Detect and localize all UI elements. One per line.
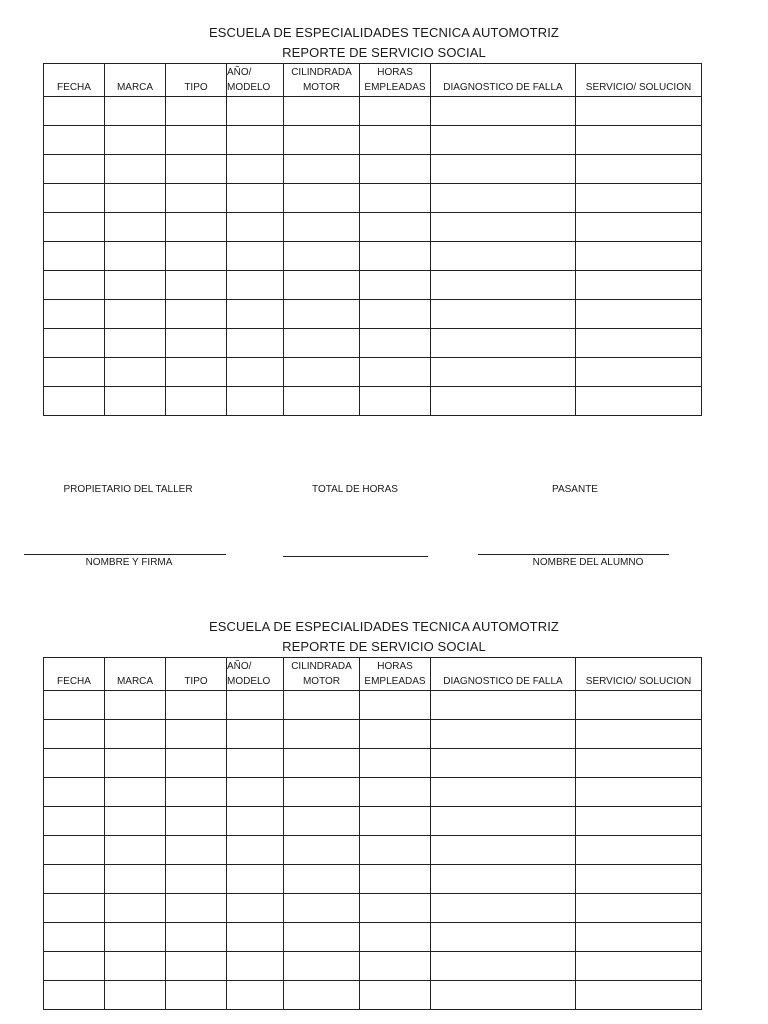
form-1-table [43, 63, 702, 416]
table-cell[interactable] [105, 271, 166, 300]
table-cell[interactable] [44, 894, 105, 923]
table-row [44, 184, 702, 213]
table-cell[interactable] [105, 358, 166, 387]
table-cell[interactable] [166, 97, 227, 126]
table-cell[interactable] [284, 242, 360, 271]
table-cell[interactable] [166, 329, 227, 358]
table-cell[interactable] [44, 387, 105, 416]
table-cell[interactable] [431, 329, 576, 358]
table-cell[interactable] [166, 923, 227, 952]
table-cell[interactable] [44, 923, 105, 952]
table-cell[interactable] [227, 126, 284, 155]
table-cell[interactable] [360, 778, 431, 807]
table-cell[interactable] [166, 184, 227, 213]
table-cell[interactable] [284, 155, 360, 184]
table-cell[interactable] [576, 271, 702, 300]
table-row [44, 691, 702, 720]
table-cell[interactable] [360, 749, 431, 778]
form-1-title: ESCUELA DE ESPECIALIDADES TECNICA AUTOMOTRIZ [209, 25, 559, 40]
table-cell[interactable] [360, 155, 431, 184]
table-cell[interactable] [284, 981, 360, 1010]
table-cell[interactable] [576, 242, 702, 271]
col-marca-header: MARCA [105, 64, 166, 97]
table-cell[interactable] [166, 749, 227, 778]
table-cell[interactable] [431, 691, 576, 720]
col-horas-empleadas-header: HORAS EMPLEADAS [360, 64, 431, 97]
table-cell[interactable] [227, 358, 284, 387]
table-cell[interactable] [227, 300, 284, 329]
table-cell[interactable] [576, 807, 702, 836]
table-cell[interactable] [360, 358, 431, 387]
table-row [44, 213, 702, 242]
table-cell[interactable] [227, 923, 284, 952]
table-cell[interactable] [166, 300, 227, 329]
table-cell[interactable] [105, 155, 166, 184]
table-cell[interactable] [284, 836, 360, 865]
col-diagnostico-header: DIAGNOSTICO DE FALLA [431, 658, 576, 691]
table-cell[interactable] [44, 358, 105, 387]
table-cell[interactable] [284, 271, 360, 300]
table-cell[interactable] [166, 981, 227, 1010]
table-cell[interactable] [431, 97, 576, 126]
table-cell[interactable] [431, 894, 576, 923]
table-cell[interactable] [44, 184, 105, 213]
table-cell[interactable] [284, 97, 360, 126]
table-cell[interactable] [44, 981, 105, 1010]
table-cell[interactable] [576, 213, 702, 242]
table-cell[interactable] [105, 242, 166, 271]
table-cell[interactable] [44, 271, 105, 300]
intern-signature-line[interactable] [478, 554, 669, 555]
table-cell[interactable] [227, 184, 284, 213]
owner-label: PROPIETARIO DEL TALLER [63, 484, 193, 495]
table-header-row [44, 64, 702, 97]
table-cell[interactable] [166, 126, 227, 155]
table-cell[interactable] [166, 242, 227, 271]
table-cell[interactable] [227, 155, 284, 184]
table-cell[interactable] [105, 749, 166, 778]
total-hours-line[interactable] [283, 556, 428, 557]
table-cell[interactable] [105, 691, 166, 720]
table-cell[interactable] [576, 865, 702, 894]
table-cell[interactable] [227, 952, 284, 981]
table-cell[interactable] [576, 952, 702, 981]
table-cell[interactable] [284, 778, 360, 807]
col-fecha-header: FECHA [44, 64, 105, 97]
table-row [44, 923, 702, 952]
table-row [44, 952, 702, 981]
table-cell[interactable] [227, 749, 284, 778]
table-row [44, 778, 702, 807]
table-cell[interactable] [166, 836, 227, 865]
table-cell[interactable] [105, 97, 166, 126]
table-cell[interactable] [227, 981, 284, 1010]
table-cell[interactable] [360, 720, 431, 749]
table-cell[interactable] [284, 329, 360, 358]
table-cell[interactable] [360, 952, 431, 981]
table-cell[interactable] [166, 865, 227, 894]
table-cell[interactable] [284, 749, 360, 778]
table-row [44, 358, 702, 387]
table-cell[interactable] [105, 720, 166, 749]
table-cell[interactable] [44, 97, 105, 126]
table-cell[interactable] [227, 329, 284, 358]
table-cell[interactable] [105, 923, 166, 952]
table-cell[interactable] [431, 242, 576, 271]
table-cell[interactable] [284, 865, 360, 894]
col-anio-modelo-header: AÑO/ MODELO [227, 64, 284, 97]
form-2-table [43, 657, 702, 1010]
table-cell[interactable] [44, 242, 105, 271]
table-cell[interactable] [166, 358, 227, 387]
table-cell[interactable] [284, 213, 360, 242]
table-cell[interactable] [105, 329, 166, 358]
table-cell[interactable] [284, 126, 360, 155]
table-cell[interactable] [227, 213, 284, 242]
table-cell[interactable] [227, 836, 284, 865]
table-cell[interactable] [44, 126, 105, 155]
table-cell[interactable] [227, 894, 284, 923]
table-cell[interactable] [227, 865, 284, 894]
table-cell[interactable] [166, 720, 227, 749]
table-cell[interactable] [431, 126, 576, 155]
table-cell[interactable] [166, 691, 227, 720]
table-cell[interactable] [44, 807, 105, 836]
table-cell[interactable] [166, 213, 227, 242]
table-cell[interactable] [431, 387, 576, 416]
table-cell[interactable] [576, 358, 702, 387]
table-cell[interactable] [360, 691, 431, 720]
total-hours-label: TOTAL DE HORAS [312, 484, 398, 495]
table-cell[interactable] [431, 836, 576, 865]
table-cell[interactable] [44, 952, 105, 981]
table-cell[interactable] [360, 807, 431, 836]
col-anio-modelo-header: AÑO/ MODELO [227, 658, 284, 691]
col-tipo-header: TIPO [166, 64, 227, 97]
table-cell[interactable] [227, 807, 284, 836]
table-cell[interactable] [44, 865, 105, 894]
table-cell[interactable] [576, 155, 702, 184]
table-cell[interactable] [576, 981, 702, 1010]
table-cell[interactable] [105, 126, 166, 155]
table-cell[interactable] [105, 952, 166, 981]
table-header-row [44, 658, 702, 691]
table-cell[interactable] [360, 865, 431, 894]
table-cell[interactable] [576, 300, 702, 329]
table-cell[interactable] [105, 981, 166, 1010]
table-cell[interactable] [360, 213, 431, 242]
col-cilindrada-motor-header: CILINDRADA MOTOR [284, 658, 360, 691]
col-diagnostico-header: DIAGNOSTICO DE FALLA [431, 64, 576, 97]
table-row [44, 155, 702, 184]
table-cell[interactable] [431, 952, 576, 981]
table-cell[interactable] [431, 300, 576, 329]
table-cell[interactable] [105, 778, 166, 807]
table-cell[interactable] [44, 155, 105, 184]
table-cell[interactable] [360, 981, 431, 1010]
table-row [44, 894, 702, 923]
intern-label: PASANTE [552, 484, 598, 495]
table-cell[interactable] [44, 213, 105, 242]
table-cell[interactable] [431, 923, 576, 952]
table-cell[interactable] [576, 778, 702, 807]
table-cell[interactable] [431, 749, 576, 778]
table-row [44, 97, 702, 126]
table-cell[interactable] [284, 691, 360, 720]
table-cell[interactable] [576, 691, 702, 720]
table-cell[interactable] [44, 836, 105, 865]
form-1-subtitle: REPORTE DE SERVICIO SOCIAL [282, 45, 486, 60]
table-cell[interactable] [166, 155, 227, 184]
col-horas-empleadas-header: HORAS EMPLEADAS [360, 658, 431, 691]
table-row [44, 807, 702, 836]
table-cell[interactable] [360, 126, 431, 155]
table-cell[interactable] [360, 923, 431, 952]
table-cell[interactable] [360, 387, 431, 416]
form-2-title: ESCUELA DE ESPECIALIDADES TECNICA AUTOMOTRIZ [209, 619, 559, 634]
table-cell[interactable] [227, 271, 284, 300]
form-2-body [44, 691, 702, 1010]
table-cell[interactable] [576, 923, 702, 952]
table-cell[interactable] [227, 778, 284, 807]
table-cell[interactable] [44, 720, 105, 749]
table-cell[interactable] [576, 126, 702, 155]
table-cell[interactable] [576, 387, 702, 416]
table-cell[interactable] [360, 184, 431, 213]
table-cell[interactable] [360, 836, 431, 865]
table-cell[interactable] [284, 720, 360, 749]
table-cell[interactable] [576, 329, 702, 358]
table-cell[interactable] [44, 300, 105, 329]
table-cell[interactable] [360, 97, 431, 126]
table-row [44, 865, 702, 894]
table-cell[interactable] [576, 836, 702, 865]
table-cell[interactable] [284, 807, 360, 836]
table-row [44, 981, 702, 1010]
table-cell[interactable] [105, 894, 166, 923]
table-cell[interactable] [431, 720, 576, 749]
table-cell[interactable] [431, 184, 576, 213]
table-row [44, 126, 702, 155]
table-cell[interactable] [44, 329, 105, 358]
table-row [44, 836, 702, 865]
table-row [44, 387, 702, 416]
table-cell[interactable] [44, 749, 105, 778]
table-cell[interactable] [105, 387, 166, 416]
table-row [44, 720, 702, 749]
table-cell[interactable] [284, 923, 360, 952]
table-cell[interactable] [431, 981, 576, 1010]
table-cell[interactable] [431, 807, 576, 836]
table-cell[interactable] [105, 184, 166, 213]
table-cell[interactable] [166, 778, 227, 807]
table-cell[interactable] [360, 300, 431, 329]
table-cell[interactable] [431, 358, 576, 387]
table-cell[interactable] [105, 865, 166, 894]
table-cell[interactable] [284, 952, 360, 981]
table-cell[interactable] [431, 155, 576, 184]
owner-signature-line[interactable] [24, 554, 226, 555]
table-row [44, 329, 702, 358]
table-cell[interactable] [166, 271, 227, 300]
col-tipo-header: TIPO [166, 658, 227, 691]
table-cell[interactable] [576, 184, 702, 213]
table-cell[interactable] [431, 271, 576, 300]
table-cell[interactable] [284, 894, 360, 923]
table-cell[interactable] [105, 807, 166, 836]
table-cell[interactable] [284, 387, 360, 416]
table-cell[interactable] [576, 749, 702, 778]
table-cell[interactable] [105, 213, 166, 242]
table-cell[interactable] [360, 271, 431, 300]
table-cell[interactable] [360, 894, 431, 923]
col-servicio-header: SERVICIO/ SOLUCION [576, 64, 702, 97]
table-cell[interactable] [431, 865, 576, 894]
table-cell[interactable] [284, 358, 360, 387]
table-cell[interactable] [227, 242, 284, 271]
table-cell[interactable] [166, 807, 227, 836]
table-cell[interactable] [227, 691, 284, 720]
col-cilindrada-motor-header: CILINDRADA MOTOR [284, 64, 360, 97]
table-cell[interactable] [284, 300, 360, 329]
table-cell[interactable] [431, 213, 576, 242]
table-row [44, 749, 702, 778]
table-cell[interactable] [166, 952, 227, 981]
table-row [44, 271, 702, 300]
table-cell[interactable] [576, 97, 702, 126]
table-cell[interactable] [227, 387, 284, 416]
table-cell[interactable] [166, 894, 227, 923]
table-cell[interactable] [227, 720, 284, 749]
table-cell[interactable] [284, 184, 360, 213]
table-row [44, 242, 702, 271]
col-fecha-header: FECHA [44, 658, 105, 691]
table-cell[interactable] [360, 242, 431, 271]
col-marca-header: MARCA [105, 658, 166, 691]
table-cell[interactable] [227, 97, 284, 126]
table-cell[interactable] [360, 329, 431, 358]
table-cell[interactable] [431, 778, 576, 807]
table-cell[interactable] [576, 894, 702, 923]
table-row [44, 300, 702, 329]
table-cell[interactable] [576, 720, 702, 749]
table-cell[interactable] [44, 691, 105, 720]
table-cell[interactable] [166, 387, 227, 416]
table-cell[interactable] [105, 300, 166, 329]
col-servicio-header: SERVICIO/ SOLUCION [576, 658, 702, 691]
form-2-subtitle: REPORTE DE SERVICIO SOCIAL [282, 639, 486, 654]
form-1-body [44, 97, 702, 416]
intern-caption: NOMBRE DEL ALUMNO [532, 557, 644, 568]
owner-caption: NOMBRE Y FIRMA [85, 557, 173, 568]
table-cell[interactable] [105, 836, 166, 865]
table-cell[interactable] [44, 778, 105, 807]
